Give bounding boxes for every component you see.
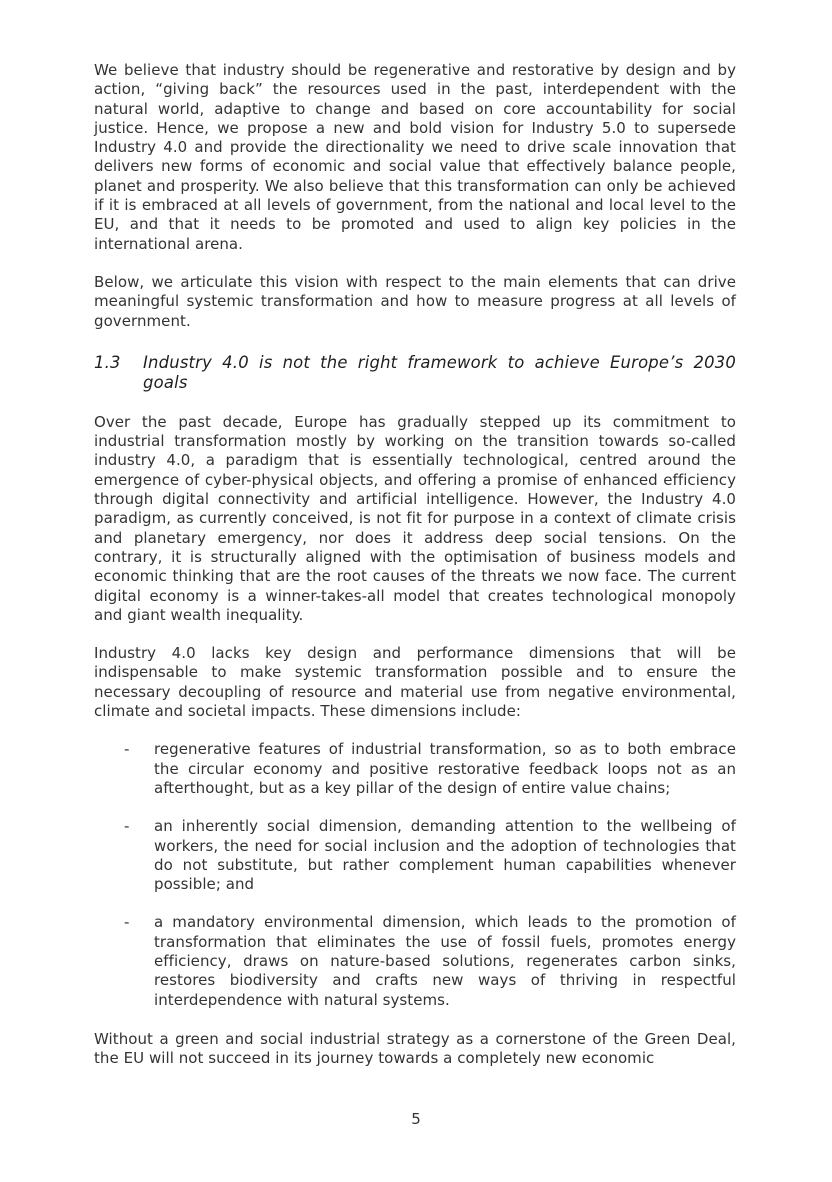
paragraph-articulate: Below, we articulate this vision with respect to the main elements that can drive meaningful systemic transformation and how to measure progress at all levels of government. xyxy=(94,272,736,330)
section-heading xyxy=(94,353,736,393)
paragraph-past-decade: Over the past decade, Europe has gradually stepped up its commitment to industrial transformation mostly by working on the transition towards so-called industry 4.0, a paradigm that is essentially technological, centred around the emergence of cyber-physical objects, and offering a promise of enhanced efficiency through digital connectivity and artificial intelligence. However, the Industry 4.0 paradigm, as currently conceived, is not fit for purpose in a context of climate crisis and planetary emergency, nor does it address deep social tensions. On the contrary, it is structurally aligned with the optimisation of business models and economic thinking that are the root causes of the threats we now face. The current digital economy is a winner-takes-all model that creates technological monopoly and giant wealth inequality. xyxy=(94,412,736,624)
bullet-marker: - xyxy=(124,740,130,759)
bullet-text: an inherently social dimension, demanding attention to the wellbeing of workers, the need for social inclusion and the adoption of technologies that do not substitute, but rather complement human capabilities whenever possible; and xyxy=(154,817,736,894)
section-title: Industry 4.0 is not the right framework to achieve Europe’s 2030 goals xyxy=(143,352,736,392)
bullet-text: regenerative features of industrial transformation, so as to both embrace the circular economy and positive restorative feedback loops not as an afterthought, but as a key pillar of the design of entire value chains; xyxy=(154,740,736,797)
document-page xyxy=(94,60,736,1068)
bullet-text: a mandatory environmental dimension, which leads to the promotion of transformation that eliminates the use of fossil fuels, promotes energy efficiency, draws on nature-based solutions, regenerates carbon sinks, restores biodiversity and crafts new ways of thriving in respectful interdependence with natural systems. xyxy=(154,913,736,1009)
bullet-marker: - xyxy=(124,913,130,932)
paragraph-vision: We believe that industry should be regenerative and restorative by design and by action, “giving back” the resources used in the past, interdependent with the natural world, adaptive to change and based on core accountability for social justice. Hence, we propose a new and bold vision for Industry 5.0 to supersede Industry 4.0 and provide the directionality we need to drive scale innovation that delivers new forms of economic and social value that effectively balance people, planet and prosperity. We also believe that this transformation can only be achieved if it is embraced at all levels of government, from the national and local level to the EU, and that it needs to be promoted and used to align key policies in the international arena. xyxy=(94,61,736,253)
dimensions-list xyxy=(94,740,736,1010)
list-item xyxy=(94,913,736,1009)
list-item xyxy=(94,817,736,894)
page-number: 5 xyxy=(411,1110,421,1128)
list-item xyxy=(94,740,736,798)
paragraph-lacks-dimensions: Industry 4.0 lacks key design and performance dimensions that will be indispensable to make systemic transformation possible and to ensure the necessary decoupling of resource and material use from negative environmental, climate and societal impacts. These dimensions include: xyxy=(94,644,736,721)
paragraph-green-deal: Without a green and social industrial strategy as a cornerstone of the Green Deal, the EU will not succeed in its journey towards a completely new economic xyxy=(94,1029,736,1068)
bullet-marker: - xyxy=(124,817,130,836)
section-number: 1.3 xyxy=(94,352,121,372)
